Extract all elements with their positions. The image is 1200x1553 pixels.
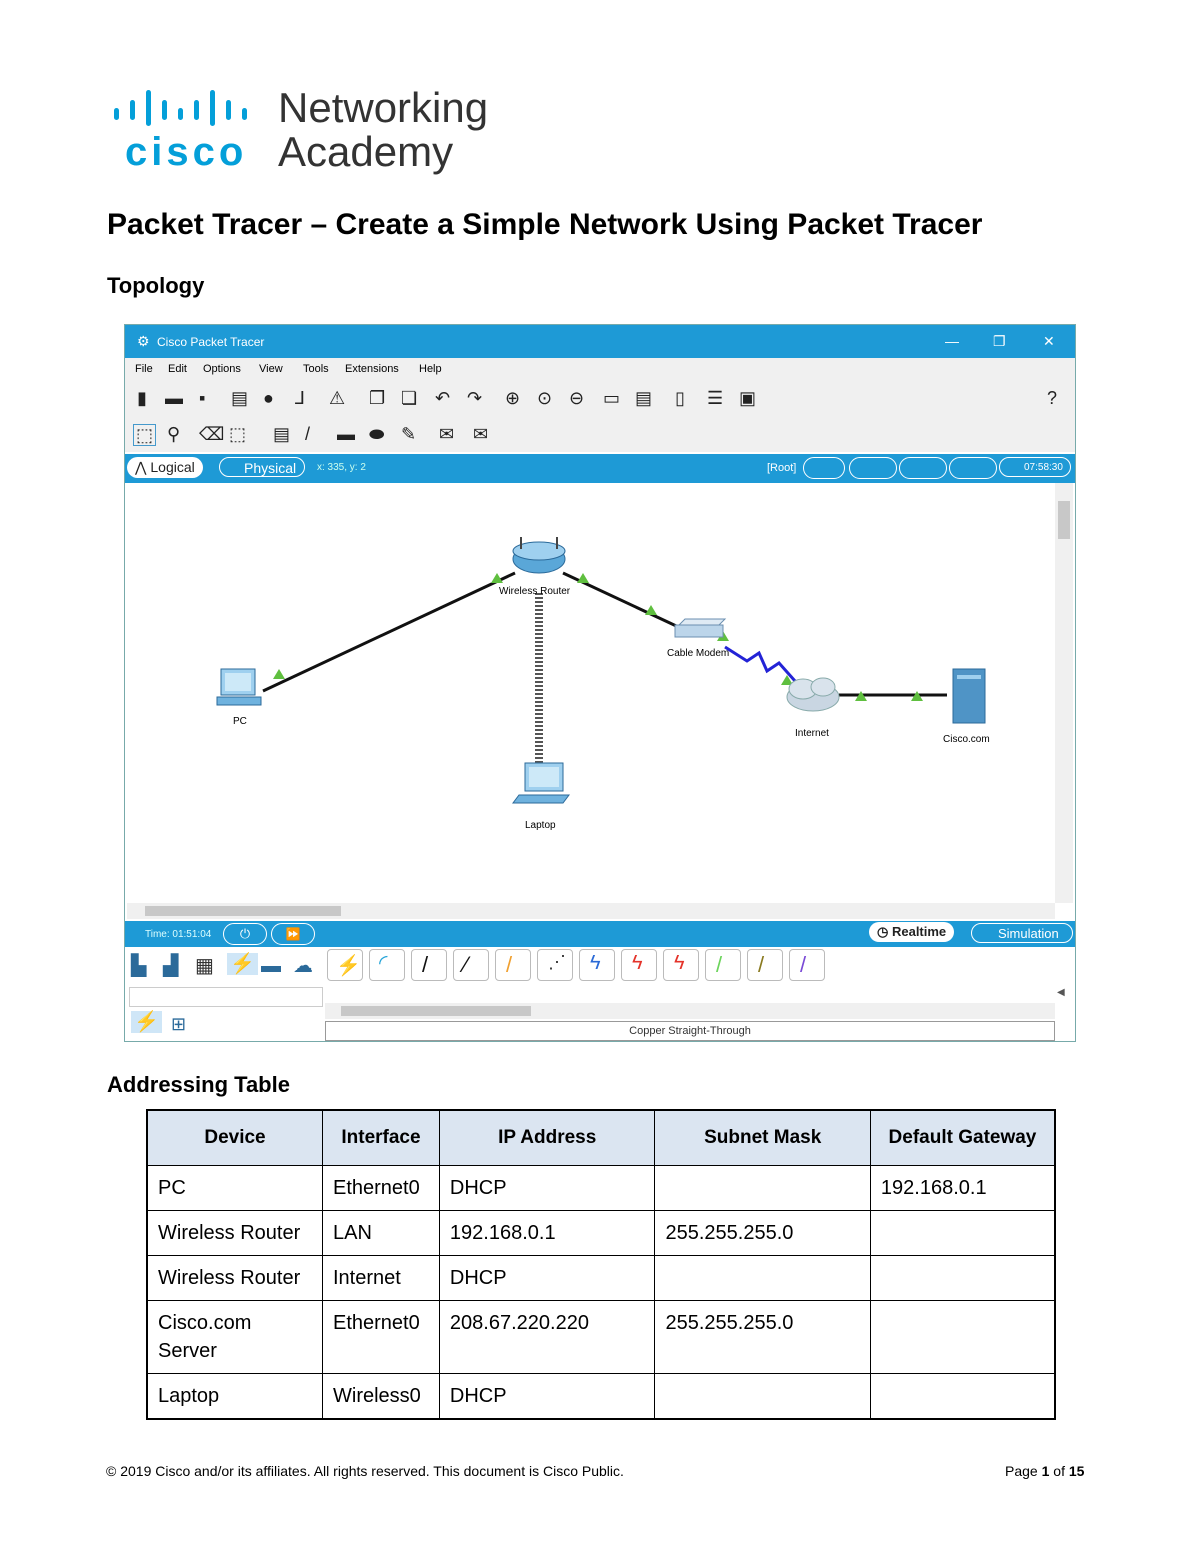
server-label: Cisco.com bbox=[943, 734, 990, 745]
cell-mask bbox=[655, 1256, 870, 1301]
table-row bbox=[147, 1301, 1055, 1374]
cell-device: Cisco.com Server bbox=[147, 1301, 323, 1374]
pc-icon bbox=[217, 669, 261, 705]
cable-phone[interactable]: ⋰ bbox=[537, 949, 573, 981]
port-marker bbox=[273, 669, 285, 679]
cell-device: Laptop bbox=[147, 1374, 323, 1420]
ellipse-icon[interactable]: ⬬ bbox=[369, 424, 385, 444]
cell-mask: 255.255.255.0 bbox=[655, 1211, 870, 1256]
cell-mask bbox=[655, 1374, 870, 1420]
realtime-button[interactable]: ◷ Realtime bbox=[869, 922, 954, 942]
cable-iot[interactable]: / bbox=[747, 949, 783, 981]
simple-pdu-icon[interactable]: ✉ bbox=[439, 424, 455, 444]
menu-extensions[interactable]: Extensions bbox=[345, 363, 399, 375]
topology-heading: Topology bbox=[107, 273, 205, 298]
complex-pdu-icon[interactable]: ✉ bbox=[473, 424, 489, 444]
internet-label: Internet bbox=[795, 728, 829, 739]
coords-readout: x: 335, y: 2 bbox=[317, 462, 366, 473]
root-label: [Root] bbox=[767, 462, 797, 474]
pt-workspace-bar bbox=[125, 454, 1075, 483]
cell-gateway: 192.168.0.1 bbox=[870, 1166, 1055, 1211]
screenshot-icon[interactable]: ▣ bbox=[739, 388, 757, 408]
cable-straight[interactable]: / bbox=[411, 949, 447, 981]
cell-ip: 192.168.0.1 bbox=[439, 1211, 655, 1256]
pt-title-bar bbox=[125, 325, 1075, 358]
info-icon[interactable]: ● bbox=[263, 388, 274, 408]
cell-ip: 208.67.220.220 bbox=[439, 1301, 655, 1374]
pt-common-tools bbox=[125, 416, 1075, 452]
table-header-row bbox=[147, 1110, 1055, 1166]
network-devices-icon[interactable]: ▙ bbox=[131, 955, 147, 977]
drawing-palette-icon[interactable]: ▭ bbox=[603, 388, 621, 408]
end-devices-icon[interactable]: ▟ bbox=[163, 955, 179, 977]
redo-icon[interactable]: ↷ bbox=[467, 388, 483, 408]
cisco-logo-bars bbox=[112, 88, 262, 128]
components-icon[interactable]: ▦ bbox=[195, 955, 214, 977]
logo-networking: Networking bbox=[278, 84, 489, 131]
link-modem-internet bbox=[725, 647, 795, 681]
pt-menu-bar bbox=[125, 358, 1075, 380]
cell-ip: DHCP bbox=[439, 1374, 655, 1420]
addressing-table bbox=[146, 1109, 1056, 1420]
cell-gateway bbox=[870, 1374, 1055, 1420]
print-icon[interactable]: ▤ bbox=[231, 388, 249, 408]
modem-label: Cable Modem bbox=[667, 648, 730, 659]
cable-usb[interactable]: / bbox=[789, 949, 825, 981]
zoom-reset-icon[interactable]: ⊙ bbox=[537, 388, 553, 408]
device-palette bbox=[125, 947, 1075, 1042]
connections-subtype-icon[interactable]: ⚡ bbox=[131, 1011, 162, 1033]
scroll-left-icon[interactable]: ◀ bbox=[1057, 987, 1065, 998]
help-icon[interactable]: ? bbox=[1047, 388, 1058, 408]
cell-mask: 255.255.255.0 bbox=[655, 1301, 870, 1374]
cable-octal[interactable]: / bbox=[705, 949, 741, 981]
header-subnet-mask: Subnet Mask bbox=[655, 1110, 870, 1166]
pc-label: PC bbox=[233, 716, 247, 727]
line-icon[interactable]: / bbox=[305, 424, 311, 444]
cell-device: PC bbox=[147, 1166, 323, 1211]
pt-time-bar bbox=[125, 921, 1075, 947]
rectangle-icon[interactable]: ▬ bbox=[337, 424, 355, 444]
maximize-icon[interactable]: ❐ bbox=[993, 333, 1006, 349]
laptop-icon bbox=[513, 763, 569, 803]
menu-file[interactable]: File bbox=[135, 363, 153, 375]
laptop-label: Laptop bbox=[525, 820, 556, 831]
new-cluster-button[interactable] bbox=[849, 457, 897, 479]
cable-fiber[interactable]: / bbox=[495, 949, 531, 981]
footer-page-number: Page 1 of 15 bbox=[1005, 1463, 1085, 1479]
palette-scrollbar[interactable] bbox=[325, 1003, 1055, 1019]
header-interface: Interface bbox=[323, 1110, 440, 1166]
move-object-button[interactable] bbox=[899, 457, 947, 479]
activity-wizard-icon[interactable]: ⅃ bbox=[295, 388, 306, 408]
table-row bbox=[147, 1166, 1055, 1211]
menu-tools[interactable]: Tools bbox=[303, 363, 329, 375]
horizontal-scrollbar[interactable] bbox=[127, 903, 1055, 919]
cell-interface: Internet bbox=[323, 1256, 440, 1301]
router-label: Wireless Router bbox=[499, 586, 571, 597]
fast-forward-button[interactable]: ⏩ bbox=[271, 923, 315, 945]
cell-device: Wireless Router bbox=[147, 1211, 323, 1256]
document-title: Packet Tracer – Create a Simple Network Using Packet Tracer bbox=[107, 208, 983, 241]
select-icon[interactable]: ⬚ bbox=[133, 424, 156, 446]
menu-options[interactable]: Options bbox=[203, 363, 241, 375]
cell-gateway bbox=[870, 1301, 1055, 1374]
copy-icon[interactable]: ❐ bbox=[369, 388, 386, 408]
cell-gateway bbox=[870, 1211, 1055, 1256]
pdu-list-icon[interactable]: ☰ bbox=[707, 388, 724, 408]
menu-view[interactable]: View bbox=[259, 363, 283, 375]
cable-console[interactable]: ◜ bbox=[369, 949, 405, 981]
delete-icon[interactable]: ⌫ bbox=[199, 424, 225, 444]
logical-tab[interactable]: ⋀ Logical bbox=[127, 457, 203, 478]
background-button[interactable] bbox=[949, 457, 997, 479]
save-icon[interactable]: ▪ bbox=[199, 388, 206, 408]
clock-icon: ◷ bbox=[877, 924, 892, 939]
paste-icon[interactable]: ❏ bbox=[401, 388, 418, 408]
menu-edit[interactable]: Edit bbox=[168, 363, 187, 375]
new-file-icon[interactable]: ▮ bbox=[137, 388, 147, 408]
cable-crossover[interactable]: ⁄ bbox=[453, 949, 489, 981]
cable-type-caption: Copper Straight-Through bbox=[325, 1021, 1055, 1041]
minimize-icon[interactable]: — bbox=[945, 333, 959, 349]
link-pc-router bbox=[263, 573, 515, 691]
cell-interface: Ethernet0 bbox=[323, 1301, 440, 1374]
cell-interface: Ethernet0 bbox=[323, 1166, 440, 1211]
header-ip-address: IP Address bbox=[439, 1110, 655, 1166]
table-row bbox=[147, 1211, 1055, 1256]
cell-interface: Wireless0 bbox=[323, 1374, 440, 1420]
addressing-heading: Addressing Table bbox=[107, 1072, 290, 1097]
time-label: Time: 01:51:04 bbox=[145, 929, 212, 940]
topology-diagram bbox=[127, 483, 1055, 903]
physical-tab[interactable]: Physical bbox=[219, 457, 305, 477]
logical-tab-icon: ⋀ bbox=[135, 459, 151, 475]
multiuser-icon[interactable]: ☁ bbox=[293, 955, 313, 977]
server-icon bbox=[953, 669, 985, 723]
cable-modem-icon bbox=[675, 619, 725, 637]
pt-app-icon: ⚙ bbox=[137, 333, 150, 349]
connections-icon[interactable]: ⚡ bbox=[227, 953, 258, 975]
undo-icon[interactable]: ↶ bbox=[435, 388, 451, 408]
pt-main-toolbar bbox=[125, 380, 1075, 416]
inspect-icon[interactable]: ⚲ bbox=[167, 424, 181, 444]
table-row bbox=[147, 1374, 1055, 1420]
clock-display: 07:58:30 bbox=[999, 457, 1071, 477]
cable-serial-dte[interactable]: ϟ bbox=[663, 949, 699, 981]
misc-icon[interactable]: ▬ bbox=[261, 955, 281, 977]
packet-tracer-window bbox=[124, 324, 1076, 1042]
port-marker bbox=[577, 573, 589, 583]
cisco-logo-wordmark: cisco bbox=[125, 130, 248, 174]
back-button[interactable] bbox=[803, 457, 845, 479]
footer-copyright: © 2019 Cisco and/or its affiliates. All rights reserved. This document is Cisco Public. bbox=[106, 1463, 624, 1479]
power-cycle-button[interactable]: ⏻ bbox=[223, 923, 267, 945]
cell-ip: DHCP bbox=[439, 1256, 655, 1301]
cable-coaxial[interactable]: ϟ bbox=[579, 949, 615, 981]
resize-icon[interactable]: ⬚ bbox=[229, 424, 247, 444]
menu-help[interactable]: Help bbox=[419, 363, 442, 375]
custom-device-icon[interactable]: ▤ bbox=[635, 388, 653, 408]
grid-icon[interactable]: ⊞ bbox=[171, 1014, 187, 1034]
cell-mask bbox=[655, 1166, 870, 1211]
network-info-icon[interactable]: ⚠ bbox=[329, 388, 346, 408]
zoom-out-icon[interactable]: ⊖ bbox=[569, 388, 585, 408]
pt-window-title: Cisco Packet Tracer bbox=[157, 335, 265, 349]
cable-auto[interactable]: ⚡ bbox=[327, 949, 363, 981]
wireless-router-icon bbox=[513, 537, 565, 573]
note-icon[interactable]: ▤ bbox=[273, 424, 291, 444]
port-marker bbox=[645, 605, 657, 615]
cell-gateway bbox=[870, 1256, 1055, 1301]
cell-device: Wireless Router bbox=[147, 1256, 323, 1301]
table-row bbox=[147, 1256, 1055, 1301]
cell-interface: LAN bbox=[323, 1211, 440, 1256]
header-device: Device bbox=[147, 1110, 323, 1166]
internet-cloud-icon bbox=[787, 678, 839, 711]
header-default-gateway: Default Gateway bbox=[870, 1110, 1055, 1166]
cell-ip: DHCP bbox=[439, 1166, 655, 1211]
logo-academy: Academy bbox=[278, 128, 454, 175]
logical-workspace[interactable] bbox=[127, 483, 1055, 903]
zoom-in-icon[interactable]: ⊕ bbox=[505, 388, 521, 408]
vertical-scrollbar[interactable] bbox=[1055, 483, 1073, 903]
viewport-icon[interactable]: ▯ bbox=[675, 388, 685, 408]
close-icon[interactable]: ✕ bbox=[1043, 333, 1055, 349]
cable-serial-dce[interactable]: ϟ bbox=[621, 949, 657, 981]
open-folder-icon[interactable]: ▬ bbox=[165, 388, 183, 408]
freeform-icon[interactable]: ✎ bbox=[401, 424, 417, 444]
simulation-button[interactable]: Simulation bbox=[971, 923, 1073, 943]
